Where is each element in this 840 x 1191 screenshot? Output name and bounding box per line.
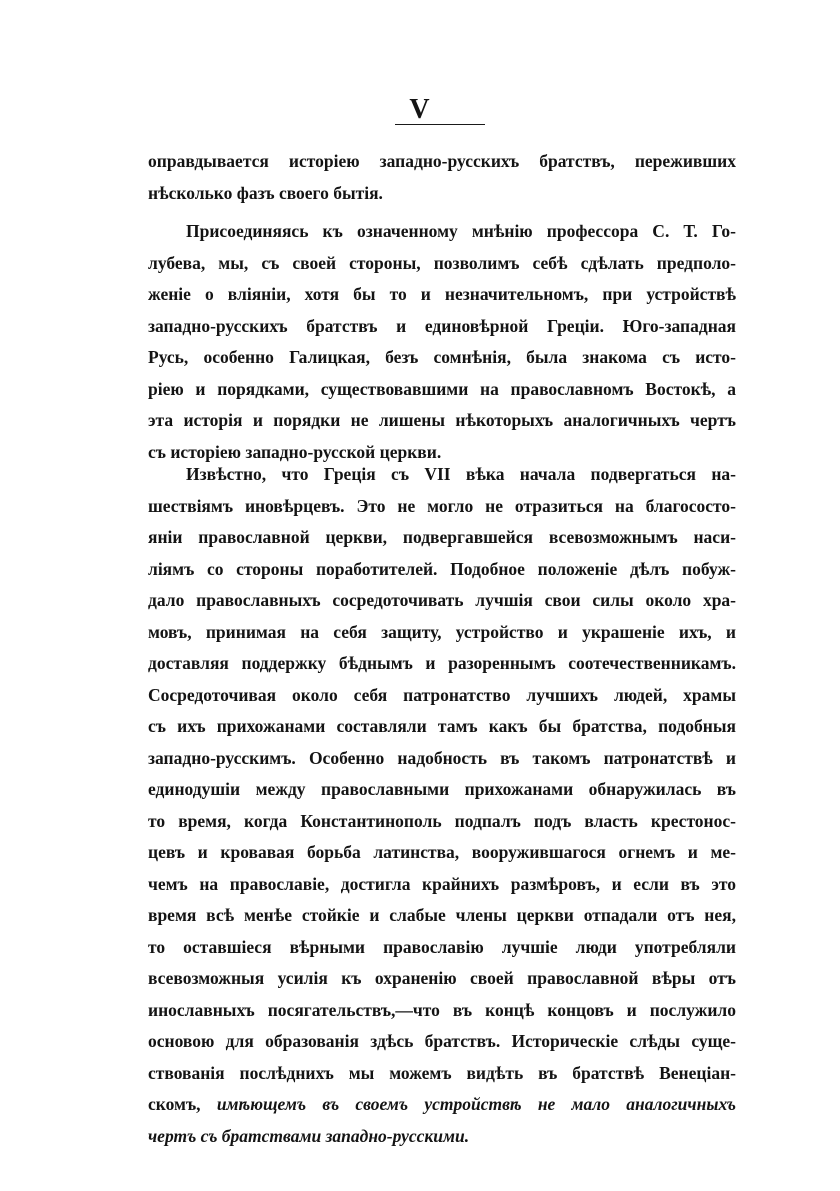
italic-text-run: имѣющемъ въ своемъ устройствѣ не мало аналогичныхъ bbox=[216, 1094, 736, 1114]
text-line: западно-русскихъ братствъ и единовѣрной Греціи. Юго-западная bbox=[148, 315, 736, 336]
text-line: время всѣ менѣе стойкіе и слабые члены церкви отпадали отъ нея, bbox=[148, 905, 736, 925]
text-line: западно-русскимъ. Особенно надобность въ такомъ патронатствѣ и bbox=[148, 747, 736, 768]
paragraph-1 bbox=[148, 146, 736, 209]
text-line: Извѣстно, что Греція съ VII вѣка начала подвергаться на- bbox=[186, 464, 736, 484]
paragraph-3 bbox=[148, 459, 736, 1152]
text-line-mixed bbox=[148, 1089, 736, 1121]
page-number: V bbox=[409, 94, 431, 125]
text-line: шествіямъ иновѣрцевъ. Это не могло не отразиться на благососто- bbox=[148, 495, 736, 516]
text-line: лубева, мы, съ своей стороны, позволимъ себѣ сдѣлать предполо- bbox=[148, 252, 736, 273]
text-line: то оставшіеся вѣрными православію лучшіе люди употребляли bbox=[148, 936, 736, 957]
text-line: инославныхъ посягательствъ,—что въ концѣ концовъ и послужило bbox=[148, 999, 736, 1020]
text-line: ліямъ со стороны поработителей. Подобное положеніе дѣлъ побуж- bbox=[148, 558, 736, 579]
text-line: Сосредоточивая около себя патронатство лучшихъ людей, храмы bbox=[148, 684, 736, 705]
paragraph-2 bbox=[148, 216, 736, 468]
text-line: съ исторіею западно-русской церкви. bbox=[148, 441, 442, 462]
text-line: доставляя поддержку бѣднымъ и разореннымъ соотечественникамъ. bbox=[148, 653, 736, 673]
text-line: мовъ, принимая на себя защиту, устройство и украшеніе ихъ, и bbox=[148, 621, 736, 642]
text-line: основою для образованія здѣсь братствъ. Историческіе слѣды суще- bbox=[148, 1031, 736, 1051]
text-line: единодушіи между православными прихожанами обнаружилась въ bbox=[148, 779, 736, 799]
text-line: оправдывается исторіею западно-русскихъ братствъ, переживших bbox=[148, 151, 736, 171]
text-line: цевъ и кровавая борьба латинства, вооружившагося огнемъ и ме- bbox=[148, 842, 736, 862]
text-line: всевозможныя усилія къ охраненію своей православной вѣры отъ bbox=[148, 968, 736, 988]
text-line: яніи православной церкви, подвергавшейся всевозможнымъ наси- bbox=[148, 527, 736, 547]
text-line: нѣсколько фазъ своего бытія. bbox=[148, 182, 383, 203]
text-line: женіе о вліяніи, хотя бы то и незначительномъ, при устройствѣ bbox=[148, 284, 736, 304]
text-line: ріею и порядками, существовавшими на православномъ Востокѣ, а bbox=[148, 378, 736, 399]
text-line: дало православныхъ сосредоточивать лучшія свои силы около хра- bbox=[148, 590, 736, 610]
text-line: съ ихъ прихожанами составляли тамъ какъ бы братства, подобныя bbox=[148, 716, 736, 736]
text-line: эта исторія и порядки не лишены нѣкоторыхъ аналогичныхъ чертъ bbox=[148, 410, 736, 430]
text-line: Присоединяясь къ означенному мнѣнію профессора С. Т. Го- bbox=[186, 221, 736, 241]
text-line: ствованія послѣднихъ мы можемъ видѣть въ братствѣ Венеціан- bbox=[148, 1062, 736, 1083]
text-line: то время, когда Константинополь подпалъ подъ власть крестонос- bbox=[148, 810, 736, 831]
header-rule bbox=[395, 124, 485, 125]
text-run: скомъ, bbox=[148, 1094, 201, 1114]
text-line: Русь, особенно Галицкая, безъ сомнѣнія, была знакома съ исто- bbox=[148, 347, 736, 367]
italic-text-line: чертъ съ братствами западно-русскими. bbox=[148, 1125, 470, 1146]
text-line: чемъ на православіе, достигла крайнихъ размѣровъ, и если въ это bbox=[148, 873, 736, 894]
